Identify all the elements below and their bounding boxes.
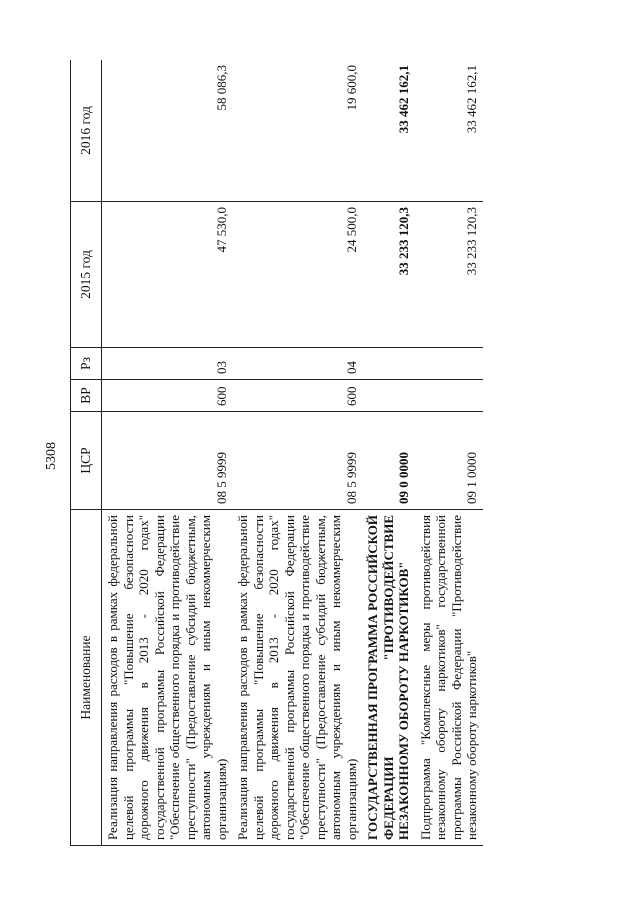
header-csr: ЦСР	[71, 412, 102, 510]
cell-y2016: 58 086,3	[102, 60, 233, 202]
cell-csr: 09 1 0000	[415, 412, 483, 510]
cell-rz	[415, 348, 483, 380]
table-header-row	[71, 60, 102, 846]
cell-name: ГОСУДАРСТВЕННАЯ ПРОГРАММА РОССИЙСКОЙ ФЕДЕРАЦИИ "ПРОТИВОДЕЙСТВИЕ НЕЗАКОННОМУ ОБОРОТУ НАРКОТИКОВ"	[362, 510, 415, 846]
cell-y2015: 47 530,0	[102, 202, 233, 348]
cell-vr	[362, 380, 415, 412]
table-row	[232, 60, 362, 846]
cell-name: Реализация направления расходов в рамках федеральной целевой программы "Повышение безопасности дорожного движения в 2013 - 2020 годах" государственной программы Российской Федерации "Обеспечение общественного порядка и противодействие преступности" (Предоставление субсидий бюджетным, автономным учреждениям и иным некоммерческим организациям)	[102, 510, 233, 846]
cell-rz: 03	[102, 348, 233, 380]
cell-vr	[415, 380, 483, 412]
table-row	[102, 60, 233, 846]
header-name: Наименование	[71, 510, 102, 846]
table-row	[362, 60, 415, 846]
header-2016: 2016 год	[71, 60, 102, 202]
table-row	[415, 60, 483, 846]
cell-y2016: 33 462 162,1	[362, 60, 415, 202]
cell-name: Подпрограмма "Комплексные меры противодействия незаконному обороту наркотиков" государственной программы Российской Федерации "Противодействие незаконному обороту наркотиков"	[415, 510, 483, 846]
cell-vr: 600	[102, 380, 233, 412]
cell-vr: 600	[232, 380, 362, 412]
budget-table	[70, 60, 483, 846]
cell-csr: 08 5 9999	[102, 412, 233, 510]
cell-y2015: 33 233 120,3	[362, 202, 415, 348]
page-number: 5308	[44, 442, 59, 470]
cell-y2016: 33 462 162,1	[415, 60, 483, 202]
header-vr: ВР	[71, 380, 102, 412]
cell-csr: 08 5 9999	[232, 412, 362, 510]
budget-table-container	[70, 60, 610, 846]
cell-y2015: 24 500,0	[232, 202, 362, 348]
cell-y2015: 33 233 120,3	[415, 202, 483, 348]
cell-csr: 09 0 0000	[362, 412, 415, 510]
cell-y2016: 19 600,0	[232, 60, 362, 202]
cell-name: Реализация направления расходов в рамках федеральной целевой программы "Повышение безопасности дорожного движения в 2013 - 2020 годах" государственной программы Российской Федерации "Обеспечение общественного порядка и противодействие преступности" (Предоставление субсидий бюджетным, автономным учреждениям и иным некоммерческим организациям)	[232, 510, 362, 846]
cell-rz	[362, 348, 415, 380]
header-2015: 2015 год	[71, 202, 102, 348]
cell-rz: 04	[232, 348, 362, 380]
header-rz: Рз	[71, 348, 102, 380]
